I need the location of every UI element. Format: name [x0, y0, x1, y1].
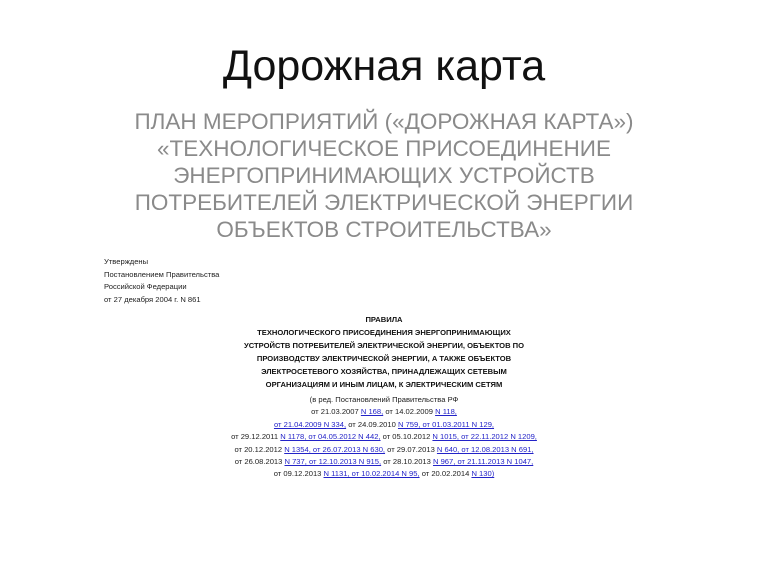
- rules-line: УСТРОЙСТВ ПОТРЕБИТЕЛЕЙ ЭЛЕКТРИЧЕСКОЙ ЭНЕРГИИ, ОБЪЕКТОВ ПО: [243, 341, 525, 350]
- rules-line: ОРГАНИЗАЦИЯМ И ИНЫМ ЛИЦАМ, К ЭЛЕКТРИЧЕСКИМ СЕТЯМ: [265, 380, 503, 389]
- revision-text: от 24.09.2010: [346, 419, 398, 429]
- subtitle-line: «ТЕХНОЛОГИЧЕСКОЕ ПРИСОЕДИНЕНИЕ: [157, 136, 611, 161]
- rules-line: ТЕХНОЛОГИЧЕСКОГО ПРИСОЕДИНЕНИЯ ЭНЕРГОПРИНИМАЮЩИХ: [257, 328, 511, 337]
- revision-text: от 05.10.2012: [380, 432, 433, 442]
- revision-text: от 20.02.2014: [419, 469, 472, 479]
- revision-link[interactable]: N 640, от 12.08.2013 N 691,: [436, 444, 534, 454]
- revision-link[interactable]: N 967, от 21.11.2013 N 1047,: [432, 457, 534, 467]
- revision-link[interactable]: N 1015, от 22.11.2012 N 1209,: [432, 432, 537, 442]
- revisions-block: [0, 394, 768, 481]
- revision-link[interactable]: N 1178, от 04.05.2012 N 442,: [280, 432, 381, 442]
- subtitle-line: ОБЪЕКТОВ СТРОИТЕЛЬСТВА»: [216, 217, 552, 242]
- rules-line: ПРОИЗВОДСТВУ ЭЛЕКТРИЧЕСКОЙ ЭНЕРГИИ, А ТАКЖЕ ОБЪЕКТОВ: [256, 354, 512, 363]
- revisions-line: [0, 468, 768, 480]
- revisions-line: [0, 444, 768, 456]
- revision-link[interactable]: N 1354, от 26.07.2013 N 630,: [284, 444, 386, 454]
- approval-line: от 27 декабря 2004 г. N 861: [104, 294, 201, 304]
- subtitle-line: ПЛАН МЕРОПРИЯТИЙ («ДОРОЖНАЯ КАРТА»): [134, 109, 634, 134]
- revision-link[interactable]: N 168,: [360, 407, 384, 417]
- revision-text: от 09.12.2013: [273, 469, 324, 479]
- approval-line: Утверждены: [104, 257, 149, 266]
- revision-text: от 29.12.2011: [231, 432, 281, 442]
- rules-heading: ПРАВИЛА: [365, 315, 403, 324]
- revision-link[interactable]: N 118,: [435, 407, 457, 417]
- approval-line: Постановлением Правительства: [104, 269, 220, 279]
- rules-block: [0, 313, 768, 391]
- slide-subtitle: [84, 108, 684, 243]
- approval-block: [104, 256, 219, 306]
- revision-text: от 28.10.2013: [381, 457, 433, 467]
- revision-text: от 26.08.2013: [234, 457, 285, 467]
- revision-text: от 29.07.2013: [385, 444, 437, 454]
- revision-link[interactable]: N 130): [471, 469, 495, 479]
- revision-text: от 14.02.2009: [383, 407, 436, 417]
- slide-title: Дорожная карта: [222, 42, 546, 90]
- revision-text: от 21.03.2007: [311, 407, 361, 417]
- revision-link[interactable]: N 759, от 01.03.2011 N 129,: [397, 419, 495, 429]
- revision-link[interactable]: от 21.04.2009 N 334,: [273, 419, 347, 429]
- revision-text: от 20.12.2012: [234, 444, 285, 454]
- revisions-intro: (в ред. Постановлений Правительства РФ: [309, 395, 459, 404]
- revisions-line: [0, 431, 768, 443]
- revision-link[interactable]: N 737, от 12.10.2013 N 915,: [284, 457, 382, 467]
- revisions-line: [0, 456, 768, 468]
- rules-line: ЭЛЕКТРОСЕТЕВОГО ХОЗЯЙСТВА, ПРИНАДЛЕЖАЩИХ СЕТЕВЫМ: [261, 367, 507, 376]
- revision-link[interactable]: N 1131, от 10.02.2014 N 95,: [323, 469, 420, 479]
- approval-line: Российской Федерации: [104, 282, 187, 292]
- subtitle-line: ПОТРЕБИТЕЛЕЙ ЭЛЕКТРИЧЕСКОЙ ЭНЕРГИИ: [134, 190, 634, 215]
- revisions-line: [0, 406, 768, 418]
- subtitle-line: ЭНЕРГОПРИНИМАЮЩИХ УСТРОЙСТВ: [173, 163, 595, 188]
- revisions-line: [0, 419, 768, 431]
